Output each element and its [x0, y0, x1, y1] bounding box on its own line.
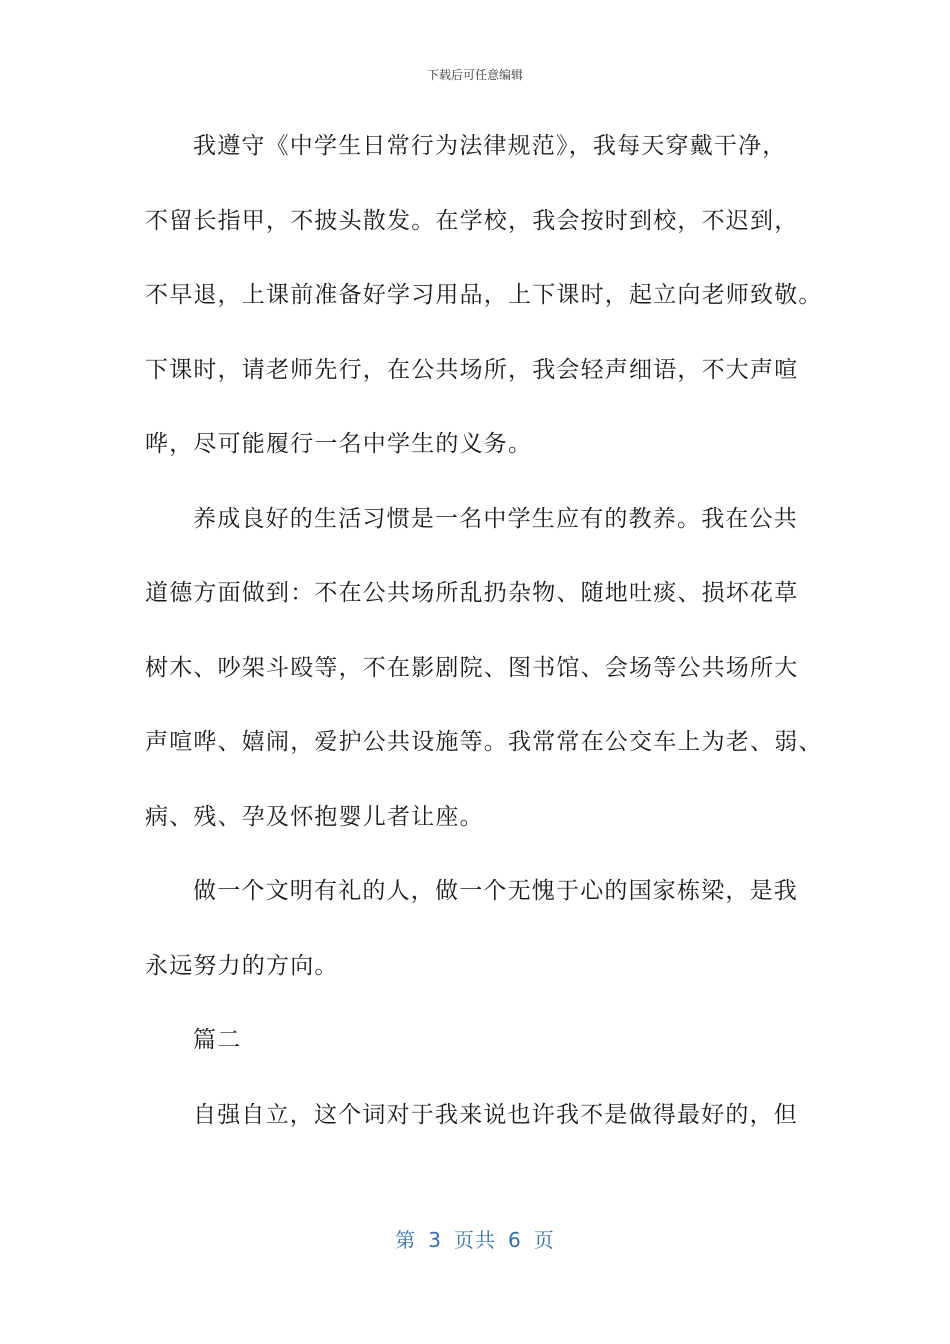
total-pages-number: 6 — [508, 1228, 522, 1252]
text-line: 永远努力的方向。 — [145, 952, 339, 979]
page-header: 下载后可任意编辑 — [426, 68, 523, 82]
text-line: 我遵守《中学生日常行为法律规范》，我每天穿戴干净， — [193, 133, 787, 159]
section-heading: 篇二 — [193, 1027, 242, 1053]
footer-suffix: 页 — [533, 1228, 555, 1252]
page-footer — [0, 1224, 950, 1253]
text-line: 养成良好的生活习惯是一名中学生应有的教养。我在公共 — [193, 505, 798, 532]
document-body — [145, 124, 823, 1167]
text-line: 病、残、孕及怀抱婴儿者让座。 — [145, 803, 484, 830]
current-page-number: 3 — [428, 1228, 442, 1252]
text-line: 声喧哗、嬉闹，爱护公共设施等。我常常在公交车上为老、弱、 — [145, 729, 823, 755]
text-line: 自强自立，这个词对于我来说也许我不是做得最好的，但 — [193, 1101, 798, 1128]
footer-middle: 页共 — [454, 1228, 496, 1252]
text-line: 哗，尽可能履行一名中学生的义务。 — [145, 431, 533, 457]
text-line: 道德方面做到：不在公共场所乱扔杂物、随地吐痰、损坏花草 — [145, 580, 799, 606]
text-line: 下课时，请老师先行，在公共场所，我会轻声细语，不大声喧 — [145, 356, 799, 383]
text-line: 做一个文明有礼的人，做一个无愧于心的国家栋梁，是我 — [193, 878, 798, 904]
footer-prefix: 第 — [395, 1228, 417, 1252]
text-line: 树木、吵架斗殴等，不在影剧院、图书馆、会场等公共场所大 — [145, 654, 799, 681]
text-line: 不早退，上课前准备好学习用品，上下课时，起立向老师致敬。 — [145, 282, 823, 308]
text-line: 不留长指甲，不披头散发。在学校，我会按时到校，不迟到， — [145, 207, 799, 234]
